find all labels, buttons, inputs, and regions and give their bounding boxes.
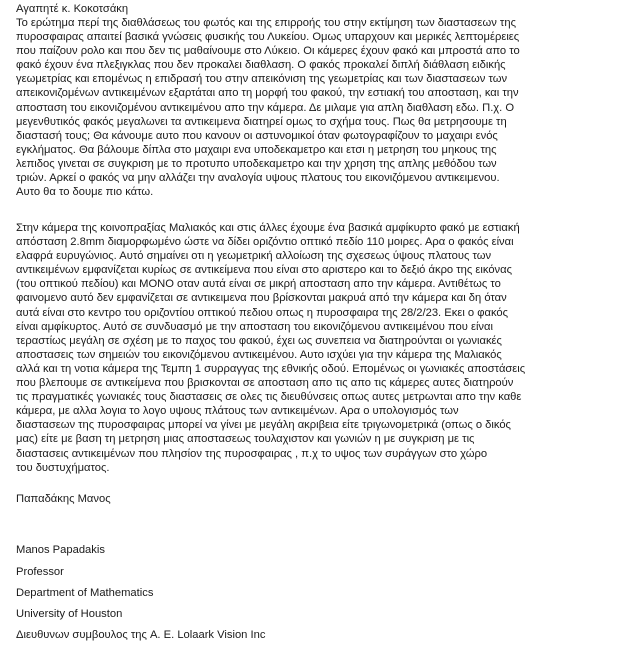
- signature-name-greek: Παπαδάκης Μανος: [16, 493, 111, 505]
- signature-title: Professor: [16, 566, 64, 578]
- letter-greeting: Αγαπητέ κ. Κοκοτσάκη: [16, 3, 129, 15]
- signature-role: Διευθυνων συμβουλος της A. E. Lolaark Vision Inc: [16, 629, 266, 641]
- signature-university: University of Houston: [16, 608, 123, 620]
- signature-department: Department of Mathematics: [16, 587, 154, 599]
- letter-paragraph-2: Στην κάμερα της κοινοπραξίας Μαλιακός και στις άλλες έχουμε ένα βασικά αμφίκυρτο φακό με εστιακή απόσταση 2.8mm διαμορφωμένο ώστε να δίδει οριζόντιο οπτικό πεδίο 110 μοιρες. Αρα ο φακός είναι ελαφρά ευρυγώνιος. Αυτό σημαίνει οτι η γεωμετρική αλλοίωση της σχεσεως ύψους πλατους των αντικειμένων εμφανίζεται κυρίως σε αντικείμενα που είναι στο αριστερο και το δεξιό άκρο της εικόνας (του οπτικού πεδίου) και ΜΟΝΟ οταν αυτά είναι σε μικρή αποσταση απο την κάμερα. Αντιθέτως το φαινομενο αυτό δεν εμφανίζεται σε αντικειμενα που βρίσκονται μακρυά από την κάμερα και δη όταν αυτά είναι στο κεντρο του οριζοντίου οπτικού πεδιου οπως η πυροσφαιρα της 28/2/23. Εκει ο φακός είναι αμφίκυρτος. Αυτό σε συνδυασμό με την αποσταση του εικονιζόμενου αντικειμένου που είναι τεραστίως μεγάλη σε σχέση με το παχος του φακού, έχει ως συνεπεια να διατηρούνται οι γωνιακές αποστασεις των σημειών του εικονιζόμενου αντικειμένου. Αυτο ισχύει για την κάμερα της Μαλιακός αλλά και τη νοτια κάμερα της Τεμπη 1 συρραγγας της εθνικής οδού. Επομένως οι γωνιακές αποστάσεις που βλεπουμε σε αντικείμενα που βρισκονται σε αποσταση απο τις απο τις κάμερες αυτες διατηρούν τις πραγματικές γωνιακές τους διαστασεις σε ολες τις διευθύνσεις οπως αυτες μετρωνται απο την καθε κάμερα, με αλλα λογια το λογο υψους πλάτους των αντικειμένων. Αρα ο υπολογισμός των διαστασεων της πυροσφαιρας μπορεί να γίνει με μεγάλη ακριβεια είτε τριγωνομετρικά (οπως ο δικός μας) είτε με βαση τη μετρηση μιας αποστασεως τουλαχιστον και γωνιών η με συγκριση με τις διαστασεις αντικειμένων που πλησίον της πυροσφαιρας , π.χ το υψος των συράγγων στο χώρο του δυστυχήματος.: [16, 222, 526, 474]
- signature-name: Manos Papadakis: [16, 544, 105, 556]
- letter-paragraph-1: Το ερώτημα περί της διαθλάσεως του φωτός και της επιρροής του στην εκτίμηση των διαστασεων της πυροσφαιρας απαιτεί βασικά γνώσεις φυσικής του Λυκείου. Ομως υπαρχουν και μερικές λεπτομέρειες που παίζουν ρολο και που δεν τις μαθαίνουμε στο Λύκειο. Οι κάμερες έχουν φακό και μπροστά απο το φακό έχουν ένα πλεξιγκλας που δεν προκαλει διαθλαση. Ο φακός προκαλεί διπλή διάθλαση ειδικής γεωμετρίας και επομένως η επιδρασή του στην απεικόνιση της γεωμετρίας και των διαστασεων των απεικονιζομένων αντικειμένων εξαρτάται απο τη μορφή του φακού, την εστιακή του αποσταση, και την αποσταση του εικονιζομένου αντικειμένου απο την κάμερα. Δε μιλαμε για απλη διαθλαση εδω. Π.χ. Ο μεγενθυτικός φακός μεγαλωνει τα αντικειμενα διατηρεί ομως το σχήμα τους. Πως θα μετρησουμε τη διαστασή τους; Θα κάνουμε αυτο που κανουν οι αστυνομικοί όταν φωτογραφίζουν το μαχαιρι ενός εγκλήματος. Θα βάλουμε δίπλα στο μαχαιρι ενα υποδεκαμετρο και ετσι η μετρηση του μηκους της λεπιδος γινεται σε συγκριση με το προτυπο υποδεκαμετρο και την χρηση της απλης μεθόδου των τριών. Αρκεί ο φακός να μην αλλάζει την αναλογία υψους πλατους του εικονιζόμενου αντικειμενου. Αυτο θα το δουμε πιο κάτω.: [16, 17, 520, 199]
